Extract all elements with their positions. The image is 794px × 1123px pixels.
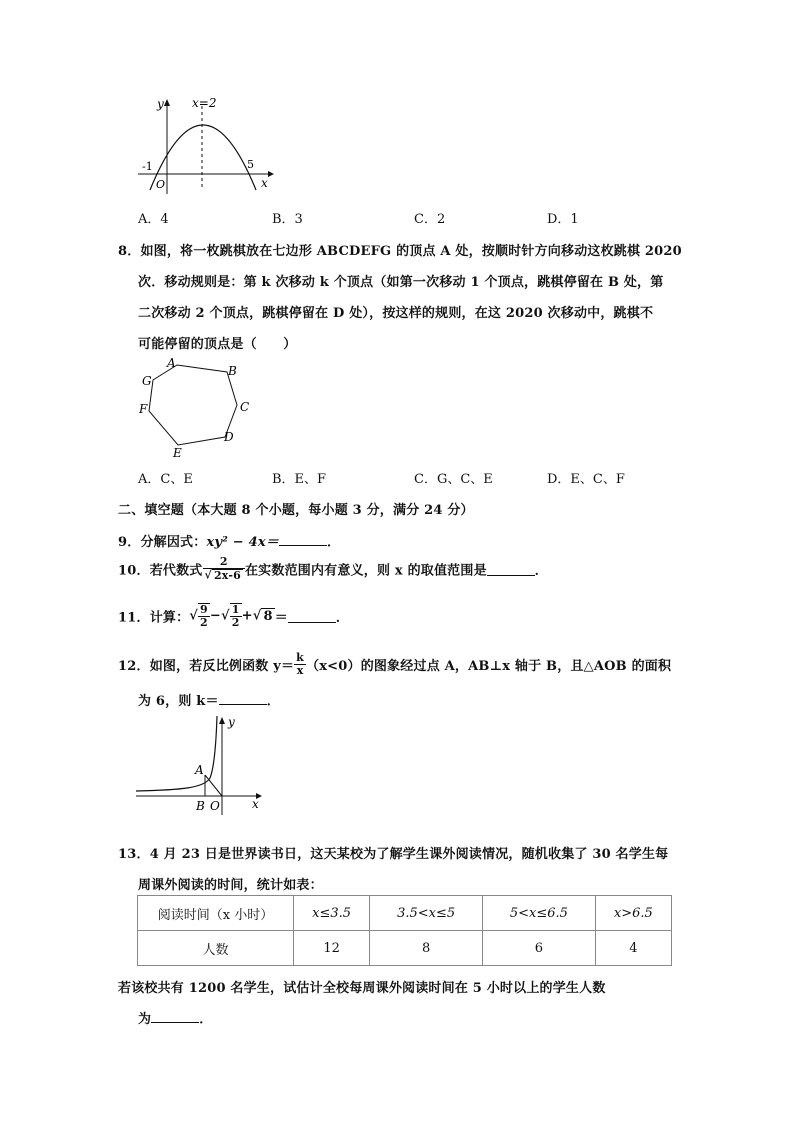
q12-line2-suffix: ．	[266, 694, 280, 709]
origin-label: O	[210, 799, 220, 813]
q13-answer-blank[interactable]	[151, 1010, 199, 1023]
q11-den-2: 2	[231, 616, 240, 629]
q13-line-2: 周课外阅读的时间，统计如表：	[138, 878, 323, 893]
q10-denominator: √ 2x-6	[204, 568, 241, 582]
header-cell: 5<x≤6.5	[482, 896, 595, 931]
q10-fraction	[203, 556, 245, 582]
q9-expression: xy² − 4x＝	[206, 535, 279, 550]
q10-prefix: 10．若代数式	[118, 563, 203, 579]
q8-line-1: 8．如图，将一枚跳棋放在七边形 ABCDEFG 的顶点 A 处，按顺时针方向移动这枚跳棋 2020	[118, 244, 682, 259]
q10-middle: 在实数范围内有意义，则 x 的取值范围是	[244, 563, 487, 579]
table-row	[138, 896, 672, 931]
q10-line	[118, 556, 548, 582]
count-cell: 4	[595, 931, 671, 966]
q12-den: x	[296, 664, 304, 677]
count-cell: 6	[482, 931, 595, 966]
vertex-e: E	[173, 446, 182, 460]
q10-suffix: ．	[534, 563, 548, 579]
q12-line-1	[118, 652, 671, 677]
q7-option-d[interactable]: D．1	[547, 212, 579, 227]
q8-line-2: 次．移动规则是：第 k 次移动 k 个顶点（如第一次移动 1 个顶点，跳棋停留在 B 处，第	[138, 275, 664, 290]
q11-op-2: +	[241, 608, 253, 624]
q13-line-3: 若该校共有 1200 名学生，试估计全校每周课外阅读时间在 5 小时以上的学生人数	[118, 981, 606, 996]
header-cell: x>6.5	[595, 896, 671, 931]
vertex-g: G	[142, 374, 152, 388]
q9-answer-blank[interactable]	[279, 533, 327, 546]
q7-option-a[interactable]: A．4	[138, 212, 169, 227]
q8-option-c[interactable]: C．G、C、E	[414, 472, 493, 487]
heptagon-figure	[135, 355, 255, 460]
q8-line-4: 可能停留的顶点是（ ）	[138, 337, 297, 352]
q12-fraction	[294, 652, 306, 677]
left-root-label: -1	[142, 160, 153, 173]
q12-suffix: （x<0）的图象经过点 A，AB⊥x 轴于 B，且△AOB 的面积	[306, 659, 672, 674]
q9-prefix: 9．分解因式：	[118, 535, 207, 550]
vertex-f: F	[139, 402, 148, 416]
q11-den-1: 2	[200, 616, 208, 629]
q11-num-1: 9	[200, 603, 208, 616]
y-axis-arrow	[164, 99, 170, 106]
segment-ao	[205, 775, 222, 796]
right-root-label: 5	[247, 158, 254, 171]
q11-line: 11．计算：√ $\frac{9}{2}$ −√ $\frac{1}{2}$ +√ 8 ＝ ．	[118, 603, 350, 629]
q7-option-b[interactable]: B．3	[272, 212, 303, 227]
q12-line2-prefix: 为 6，则 k＝	[138, 694, 219, 709]
q12-line-2	[138, 690, 280, 709]
q11-answer-blank[interactable]	[288, 610, 336, 623]
origin-label: O	[156, 178, 166, 191]
q10-answer-blank[interactable]	[487, 563, 535, 576]
row-label-cell: 人数	[138, 931, 294, 966]
q7-option-c[interactable]: C．2	[414, 212, 446, 227]
q13-line4-suffix: ．	[199, 1012, 213, 1027]
vertex-a: A	[167, 356, 176, 370]
q8-option-b[interactable]: B．E、F	[272, 472, 327, 487]
hyperbola-graph	[132, 712, 272, 817]
x-eq-label: x=2	[192, 96, 217, 110]
parabola-graph	[130, 92, 280, 197]
x-axis-label: x	[261, 176, 268, 190]
q12-answer-blank[interactable]	[219, 692, 267, 705]
q9-line	[118, 531, 340, 550]
header-cell: x≤3.5	[294, 896, 370, 931]
x-axis-arrow	[268, 171, 274, 177]
q13-line-1: 13．4 月 23 日是世界读书日，这天某校为了解学生课外阅读情况，随机收集了 30 名学生每	[118, 847, 669, 862]
q13-line4-prefix: 为	[138, 1012, 152, 1027]
q11-suffix: ．	[335, 610, 350, 626]
vertex-b: B	[228, 364, 237, 378]
vertex-c: C	[240, 400, 250, 414]
q11-sqrt-8: 8	[263, 609, 273, 624]
parabola-curve	[150, 125, 256, 190]
point-a-label: A	[195, 763, 204, 777]
q11-fraction-1	[198, 603, 210, 629]
q12-num: k	[296, 651, 304, 664]
header-cell: 阅读时间（x 小时）	[138, 896, 294, 931]
point-b-label: B	[196, 799, 205, 813]
header-cell: 3.5<x≤5	[370, 896, 483, 931]
q11-fraction-2	[230, 603, 242, 629]
q12-prefix: 12．如图，若反比例函数 y＝	[118, 659, 295, 674]
q11-num-2: 1	[231, 603, 240, 616]
q11-op-1: −	[209, 608, 221, 624]
q8-option-d[interactable]: D．E、C、F	[547, 472, 625, 487]
q11-prefix: 11．计算：	[118, 610, 190, 626]
x-axis-label: x	[252, 797, 259, 811]
y-axis-label: y	[157, 97, 164, 111]
count-cell: 12	[294, 931, 370, 966]
table-row	[138, 931, 672, 966]
y-axis-arrow	[219, 717, 225, 724]
q11-equals: ＝	[274, 610, 288, 626]
reading-time-table	[137, 895, 672, 966]
section-heading: 二、填空题（本大题 8 个小题，每小题 3 分，满分 24 分）	[118, 503, 474, 518]
q10-numerator: 2	[203, 556, 245, 569]
q8-line-3: 二次移动 2 个顶点，跳棋停留在 D 处），按这样的规则，在这 2020 次移动中，跳棋不	[138, 306, 654, 321]
vertex-d: D	[224, 430, 234, 444]
q13-line-4	[138, 1008, 212, 1027]
y-axis-label: y	[228, 715, 235, 729]
count-cell: 8	[370, 931, 483, 966]
q10-radicand: 2x-6	[213, 569, 241, 582]
q8-option-a[interactable]: A．C、E	[138, 472, 193, 487]
q9-suffix: ．	[327, 535, 341, 550]
